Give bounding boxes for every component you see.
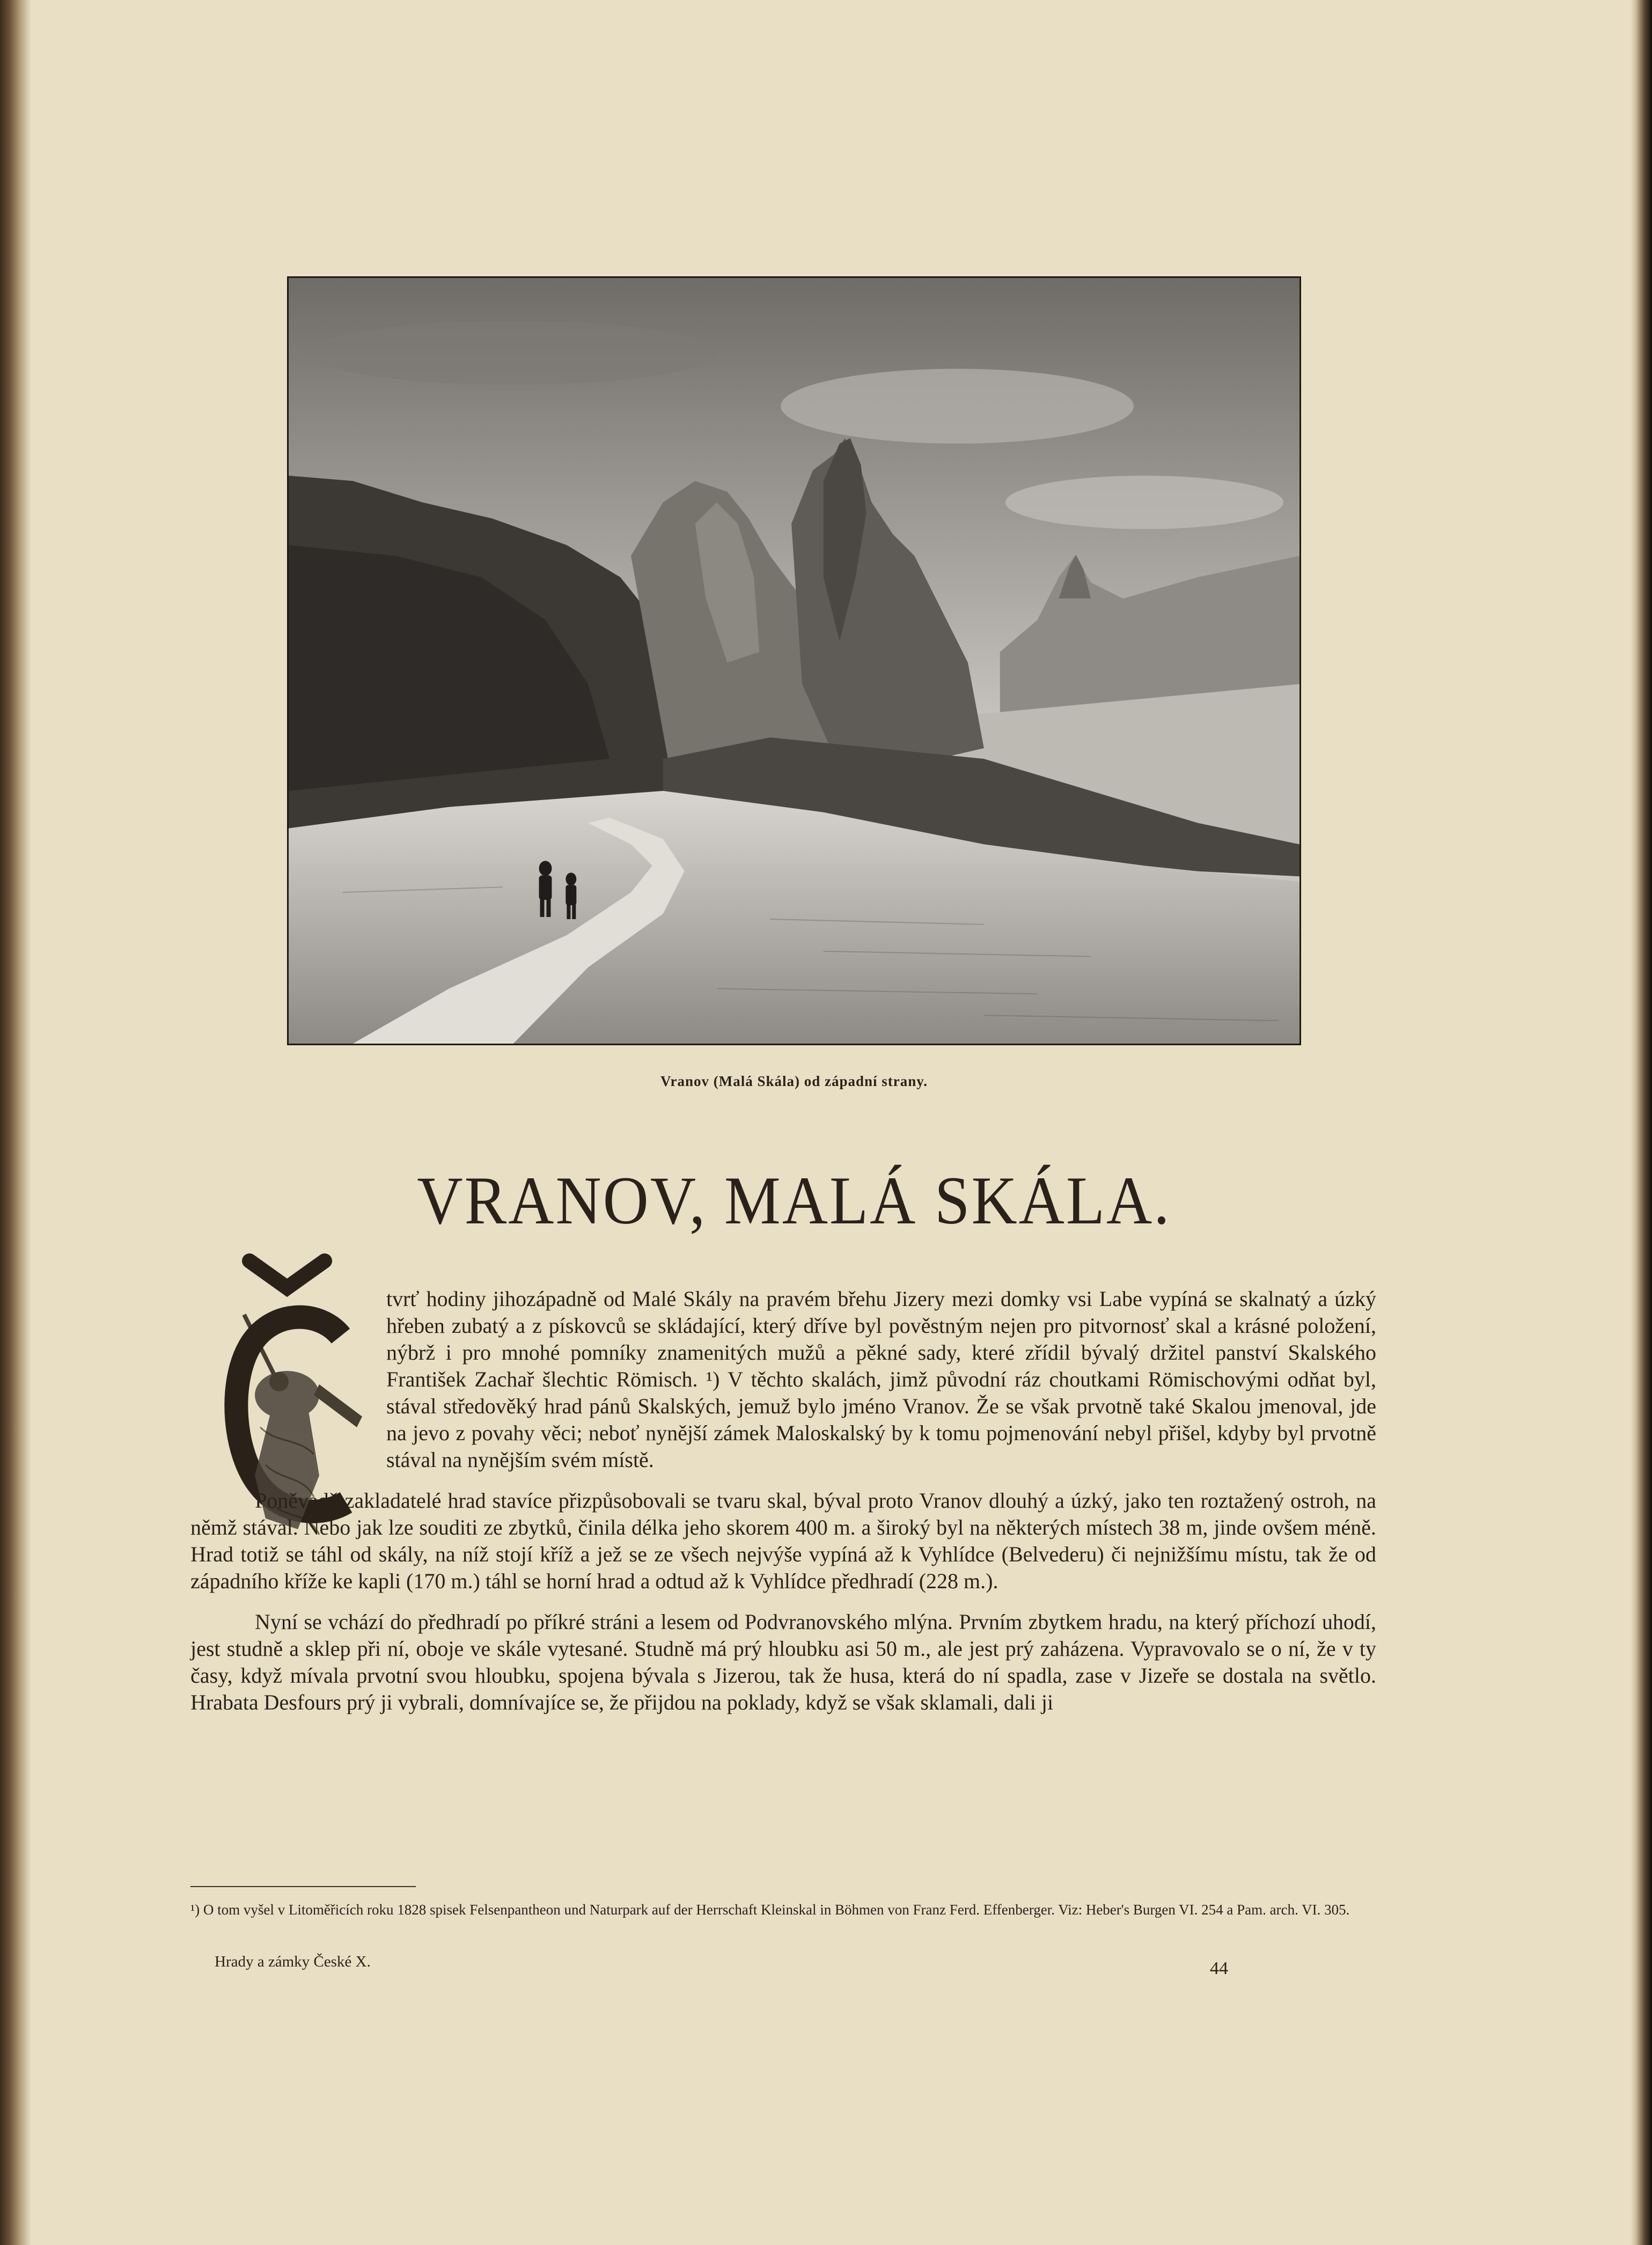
book-spine-left bbox=[0, 0, 31, 2245]
landscape-illustration bbox=[287, 276, 1301, 1045]
footnote: ¹) O tom vyšel v Litoměřicích roku 1828 spisek Felsenpantheon und Naturpark auf der Herrschaft Kleinskal in Böhmen von Franz Ferd. Effenberger. Viz: Heber's Burgen VI. 254 a Pam. arch. VI. 305. bbox=[190, 1902, 1350, 1918]
page-number: 44 bbox=[1210, 1958, 1228, 1978]
paragraph-2: Poněvadž zakladatelé hrad stavíce přizpůsobovali se tvaru skal, býval proto Vranov dlouhý a úzký, jako ten roztažený ostroh, na němž stával. Nebo jak lze souditi ze zbytků, činila délka jeho skorem 400 m. a široký byl na některých místech 38 m, jinde ovšem méně. Hrad totiž se táhl od skály, na níž stojí kříž a jež se ze všech nejvýše vypíná až k Vyhlídce (Belvederu) či nejnižšímu místu, tak že od západního kříže ke kapli (170 m.) táhl se horní hrad a odtud až k Vyhlídce předhradí (228 m.). bbox=[190, 1488, 1376, 1593]
paragraph-1: tvrť hodiny jihozápadně od Malé Skály na pravém břehu Jizery mezi domky vsi Labe vypíná se skalnatý a úzký hřeben zubatý a z pískovců se skládající, který dříve byl pověstným nejen pro pitvornosť skal a krásné položení, nýbrž i pro mnohé pomníky znamenitých mužů a pěkné sady, které zřídil bývalý držitel panství Skalského František Zachař šlechtic Römisch. ¹) V těchto skalách, jimž původní ráz choutkami Römischovými odňat byl, stával středověký hrad pánů Skalských, jemuž bylo jméno Vranov. Že se však prvotně také Skalou jmenoval, jde na jevo z povahy věci; neboť nynější zámek Maloskalský by k tomu pojmenování nebyl přišel, kdyby byl prvotně stával na nynějším svém místě. bbox=[386, 1287, 1376, 1472]
paragraph-3: Nyní se vchází do předhradí po příkré stráni a lesem od Podvranovského mlýna. Prvním zbytkem hradu, na který příchozí uhodí, jest studně a sklep při ní, oboje ve skále vytesané. Studně má prý hloubku asi 50 m., ale jest prý zaházena. Vypravovalo se o ní, že v ty časy, když mívala prvotní svou hloubku, spojena bývala s Jizerou, tak že husa, která do ní spadla, zase v Jizeře se dostala na světlo. Hrabata Desfours prý ji vybrali, domnívajíce se, že přijdou na poklady, když se však sklamali, dali ji bbox=[190, 1610, 1376, 1714]
book-edge-right bbox=[1631, 0, 1652, 2245]
page-title: VRANOV, MALÁ SKÁLA. bbox=[417, 1162, 1171, 1239]
figure-caption: Vranov (Malá Skála) od západní strany. bbox=[660, 1073, 928, 1089]
signature-mark: Hrady a zámky České X. bbox=[215, 1953, 371, 1970]
landscape-engraving-icon bbox=[289, 278, 1299, 1044]
article-body bbox=[190, 1286, 1376, 1730]
svg-text:Č: Č bbox=[300, 1309, 301, 1310]
footnote-divider bbox=[190, 1886, 416, 1887]
